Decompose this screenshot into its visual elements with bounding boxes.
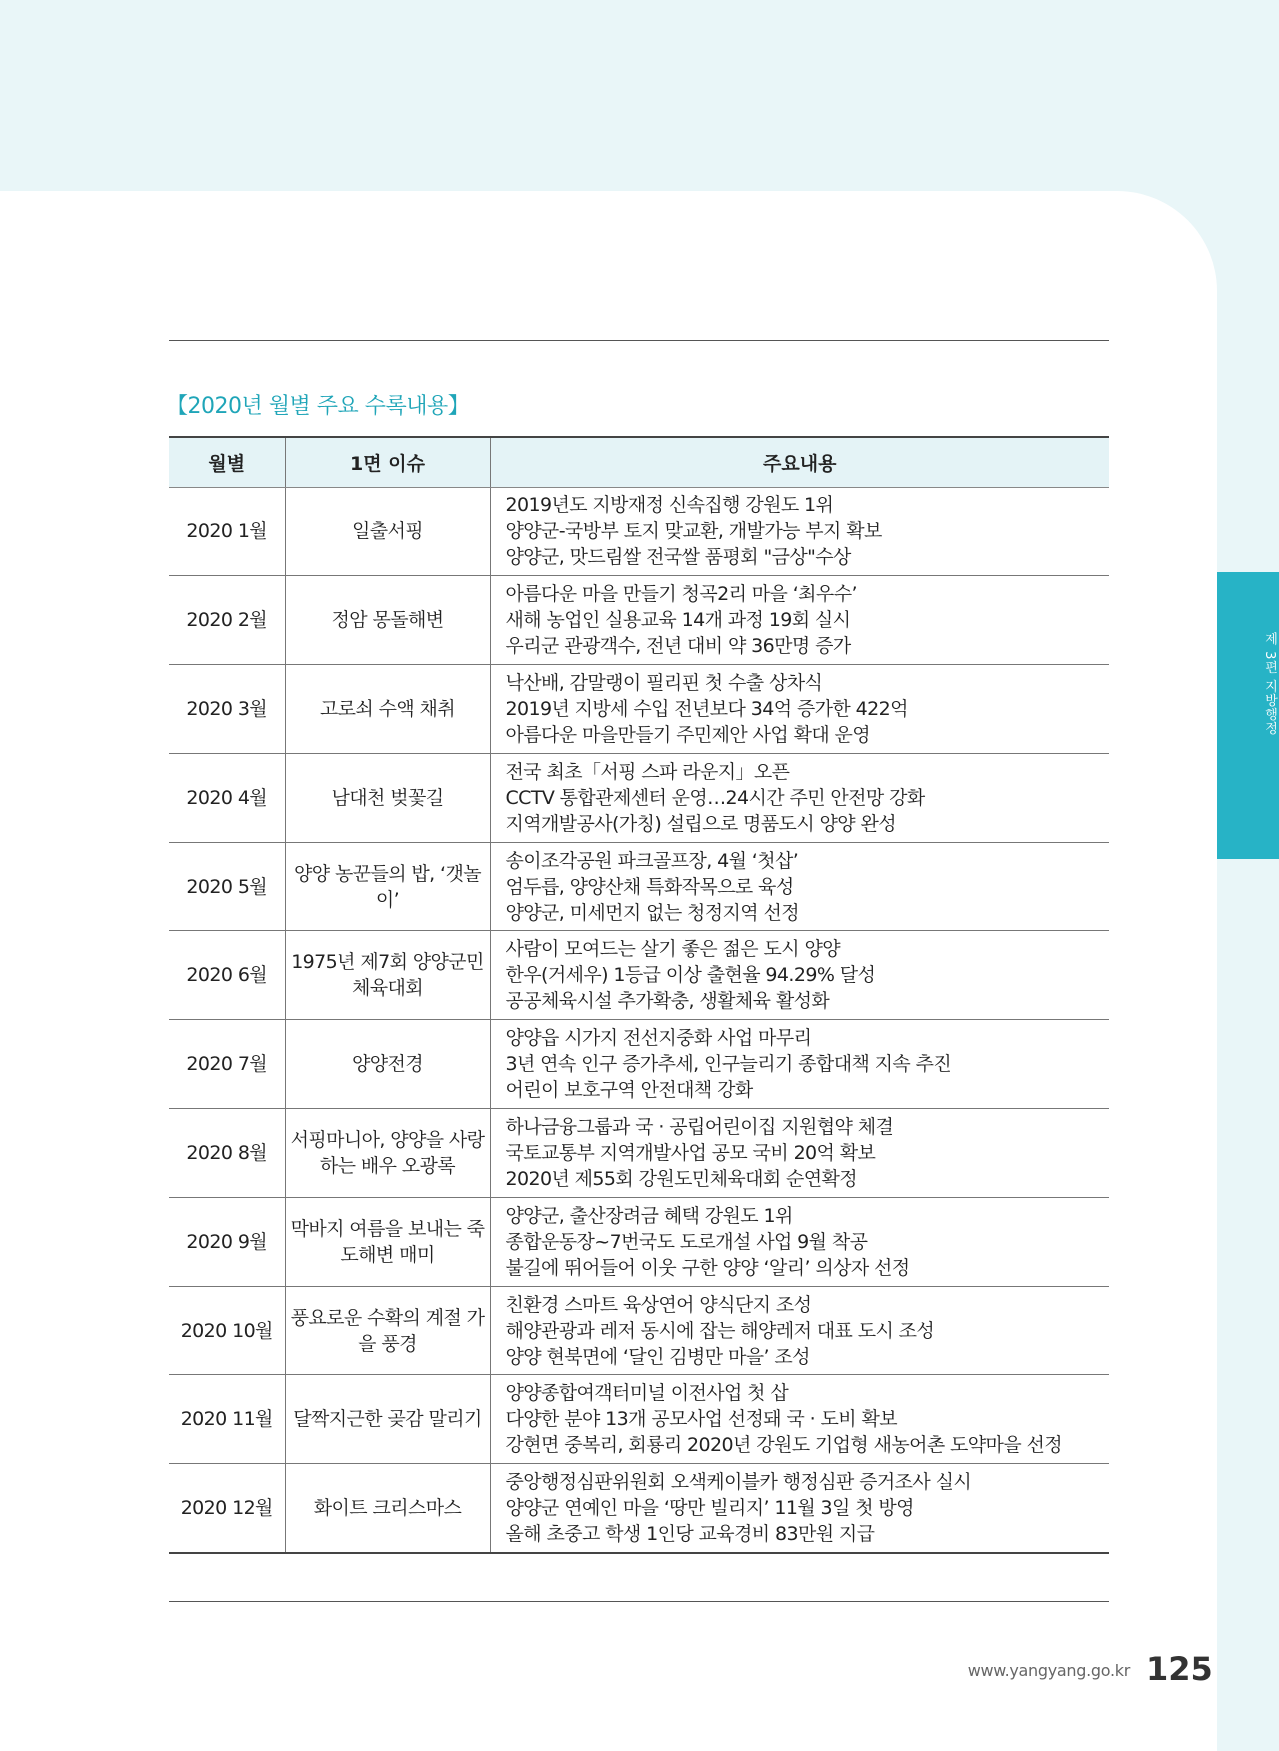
row-month: 2020 11월 (169, 1375, 285, 1464)
row-front-page-issue: 화이트 크리스마스 (285, 1464, 490, 1553)
content-line: 중앙행정심판위원회 오색케이블카 행정심판 증거조사 실시 (505, 1470, 972, 1493)
content-line: 하나금융그룹과 국 · 공립어린이집 지원협약 체결 (505, 1115, 894, 1138)
row-month: 2020 9월 (169, 1197, 285, 1286)
row-month: 2020 2월 (169, 576, 285, 665)
bottom-divider (169, 1601, 1109, 1602)
content-line: 양양군 연예인 마을 ‘땅만 빌리지’ 11월 3일 첫 방영 (505, 1496, 914, 1519)
content-line: 국토교통부 지역개발사업 공모 국비 20억 확보 (505, 1141, 876, 1164)
table-row (169, 842, 1109, 931)
content-line: 2019년도 지방재정 신속집행 강원도 1위 (505, 494, 834, 517)
row-main-contents (490, 665, 1109, 754)
row-month: 2020 5월 (169, 842, 285, 931)
content-line: 우리군 관광객수, 전년 대비 약 36만명 증가 (505, 635, 851, 658)
table-row (169, 576, 1109, 665)
row-front-page-issue: 1975년 제7회 양양군민체육대회 (285, 931, 490, 1020)
content-line: 2019년 지방세 수입 전년보다 34억 증가한 422억 (505, 697, 908, 720)
table-row (169, 1464, 1109, 1553)
content-line: 2020년 제55회 강원도민체육대회 순연확정 (505, 1167, 858, 1190)
content-line: 양양읍 시가지 전선지중화 사업 마무리 (505, 1027, 812, 1050)
table-row (169, 487, 1109, 576)
row-month: 2020 3월 (169, 665, 285, 754)
table-row (169, 1286, 1109, 1375)
row-month: 2020 12월 (169, 1464, 285, 1553)
row-main-contents (490, 576, 1109, 665)
chapter-side-tab (1217, 572, 1279, 859)
content-line: 불길에 뛰어들어 이웃 구한 양양 ‘알리’ 의상자 선정 (505, 1256, 910, 1279)
row-main-contents (490, 842, 1109, 931)
row-main-contents (490, 1109, 1109, 1198)
content-line: 양양종합여객터미널 이전사업 첫 삽 (505, 1382, 789, 1405)
row-month: 2020 7월 (169, 1020, 285, 1109)
row-front-page-issue: 양양전경 (285, 1020, 490, 1109)
table-row (169, 753, 1109, 842)
content-line: 양양군, 맛드림쌀 전국쌀 품평회 "금상"수상 (505, 546, 851, 569)
content-line: 친환경 스마트 육상연어 양식단지 조성 (505, 1293, 812, 1316)
content-line: 공공체육시설 추가확충, 생활체육 활성화 (505, 990, 830, 1013)
header-contents: 주요내용 (490, 437, 1109, 487)
content-line: 아름다운 마을 만들기 청곡2리 마을 ‘최우수’ (505, 583, 857, 606)
row-main-contents (490, 1464, 1109, 1553)
table-row (169, 665, 1109, 754)
table-row (169, 1020, 1109, 1109)
table-row (169, 1375, 1109, 1464)
row-month: 2020 10월 (169, 1286, 285, 1375)
content-line: 송이조각공원 파크골프장, 4월 ‘첫삽’ (505, 849, 799, 872)
content-line: 강현면 중복리, 회룡리 2020년 강원도 기업형 새농어촌 도약마을 선정 (505, 1434, 1063, 1457)
section-title: 【2020년 월별 주요 수록내용】 (166, 394, 470, 419)
row-front-page-issue: 서핑마니아, 양양을 사랑하는 배우 오광록 (285, 1109, 490, 1198)
row-front-page-issue: 막바지 여름을 보내는 죽도해변 매미 (285, 1197, 490, 1286)
monthly-summary-table (169, 436, 1109, 1554)
content-line: 양양군, 미세먼지 없는 청정지역 선정 (505, 901, 800, 924)
content-line: 종합운동장~7번국도 도로개설 사업 9월 착공 (505, 1230, 868, 1253)
row-month: 2020 8월 (169, 1109, 285, 1198)
table-row (169, 1197, 1109, 1286)
content-line: 다양한 분야 13개 공모사업 선정돼 국 · 도비 확보 (505, 1408, 898, 1431)
row-front-page-issue: 고로쇠 수액 채취 (285, 665, 490, 754)
row-month: 2020 1월 (169, 487, 285, 576)
table-row (169, 931, 1109, 1020)
header-issue: 1면 이슈 (285, 437, 490, 487)
content-line: 양양 현북면에 ‘달인 김병만 마을’ 조성 (505, 1345, 810, 1368)
content-line: 전국 최초「서핑 스파 라운지」오픈 (505, 760, 790, 783)
content-line: 아름다운 마을만들기 주민제안 사업 확대 운영 (505, 723, 871, 746)
row-month: 2020 4월 (169, 753, 285, 842)
content-line: 낙산배, 감말랭이 필리핀 첫 수출 상차식 (505, 671, 823, 694)
content-line: 한우(거세우) 1등급 이상 출현율 94.29% 달성 (505, 964, 876, 987)
row-main-contents (490, 487, 1109, 576)
content-line: 양양군, 출산장려금 혜택 강원도 1위 (505, 1204, 793, 1227)
row-front-page-issue: 남대천 벚꽃길 (285, 753, 490, 842)
top-divider (169, 340, 1109, 341)
content-line: 새해 농업인 실용교육 14개 과정 19회 실시 (505, 609, 851, 632)
row-front-page-issue: 일출서핑 (285, 487, 490, 576)
row-front-page-issue: 풍요로운 수확의 계절 가을 풍경 (285, 1286, 490, 1375)
content-line: 해양관광과 레저 동시에 잡는 해양레저 대표 도시 조성 (505, 1319, 935, 1342)
content-line: 지역개발공사(가칭) 설립으로 명품도시 양양 완성 (505, 812, 896, 835)
row-front-page-issue: 달짝지근한 곶감 말리기 (285, 1375, 490, 1464)
row-main-contents (490, 1286, 1109, 1375)
header-month: 월별 (169, 437, 285, 487)
content-line: 사람이 모여드는 살기 좋은 젊은 도시 양양 (505, 938, 840, 961)
content-line: 어린이 보호구역 안전대책 강화 (505, 1079, 753, 1102)
row-month: 2020 6월 (169, 931, 285, 1020)
chapter-tab-label: 제 3편 지방행정 (1262, 632, 1277, 736)
table-header-row (169, 437, 1109, 487)
row-front-page-issue: 양양 농꾼들의 밥, ‘갯놀이’ (285, 842, 490, 931)
row-main-contents (490, 931, 1109, 1020)
row-main-contents (490, 753, 1109, 842)
content-line: 엄두릅, 양양산채 특화작목으로 육성 (505, 875, 794, 898)
page-number: 125 (1146, 1650, 1213, 1688)
footer-url: www.yangyang.go.kr (967, 1661, 1130, 1680)
content-line: CCTV 통합관제센터 운영…24시간 주민 안전망 강화 (505, 786, 925, 809)
table-row (169, 1109, 1109, 1198)
row-main-contents (490, 1020, 1109, 1109)
row-front-page-issue: 정암 몽돌해변 (285, 576, 490, 665)
content-line: 3년 연속 인구 증가추세, 인구늘리기 종합대책 지속 추진 (505, 1053, 952, 1076)
row-main-contents (490, 1375, 1109, 1464)
content-line: 올해 초중고 학생 1인당 교육경비 83만원 지급 (505, 1522, 875, 1545)
content-line: 양양군-국방부 토지 맞교환, 개발가능 부지 확보 (505, 520, 882, 543)
row-main-contents (490, 1197, 1109, 1286)
